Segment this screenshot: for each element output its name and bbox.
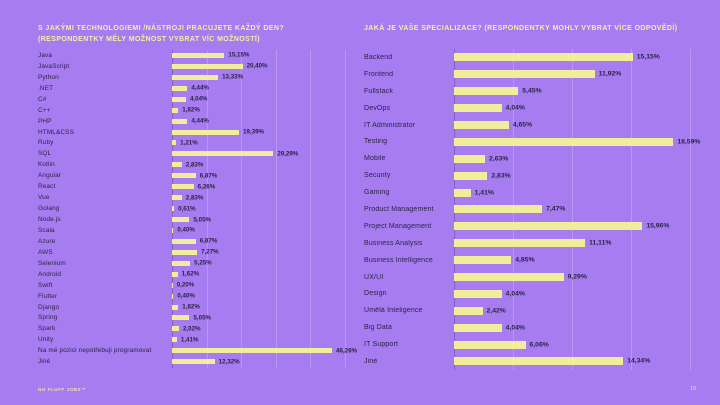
bar-value-label: 2,83% xyxy=(491,172,511,180)
bar-zone xyxy=(172,280,345,291)
bar xyxy=(172,250,197,255)
bar-zone xyxy=(172,291,345,302)
bar-zone xyxy=(454,167,690,184)
category-label: Golang xyxy=(38,205,60,213)
bar xyxy=(454,104,502,112)
bar-value-label: 14,34% xyxy=(627,357,651,365)
bar-zone xyxy=(172,138,345,149)
bar-row xyxy=(364,167,694,184)
bar-zone xyxy=(172,94,345,105)
bar-value-label: 0,61% xyxy=(178,205,196,213)
category-label: Ruby xyxy=(38,139,54,147)
bar-zone xyxy=(454,83,690,100)
bar-zone xyxy=(454,252,690,269)
bar-value-label: 5,25% xyxy=(194,259,212,267)
bar xyxy=(172,184,194,189)
bar-zone xyxy=(172,116,345,127)
bar-value-label: 2,42% xyxy=(486,307,506,315)
bar-zone xyxy=(454,49,690,66)
category-label: IT Administrator xyxy=(364,121,416,129)
bar-value-label: 5,05% xyxy=(193,314,212,322)
category-label: Business Intelligence xyxy=(364,256,433,264)
bar-value-label: 11,92% xyxy=(598,70,622,78)
bar-row xyxy=(38,291,350,302)
bar-row xyxy=(364,319,694,336)
bar-value-label: 4,04% xyxy=(505,104,525,112)
bar-value-label: 1,41% xyxy=(474,189,494,197)
bar-zone xyxy=(172,127,345,138)
category-label: Na mé pozici nepotřebuji programovat xyxy=(38,347,152,355)
bar xyxy=(172,206,174,211)
bar-value-label: 1,21% xyxy=(180,139,198,147)
bar xyxy=(172,272,178,277)
bar-zone xyxy=(172,203,345,214)
specialization-chart xyxy=(364,24,701,365)
bar-value-label: 2,83% xyxy=(185,194,204,202)
bar-row xyxy=(38,138,350,149)
bar-zone xyxy=(454,150,690,167)
category-label: Android xyxy=(38,270,62,278)
bar-row xyxy=(38,269,350,280)
bar xyxy=(172,359,215,364)
bar-zone xyxy=(172,269,345,280)
bar xyxy=(172,108,178,113)
category-label: HTML&CSS xyxy=(38,128,74,136)
bar-row xyxy=(38,258,350,269)
bar xyxy=(172,217,189,222)
bar xyxy=(172,294,173,299)
bar-zone xyxy=(454,353,690,370)
bar xyxy=(172,195,182,200)
bar xyxy=(454,357,623,365)
chart-rows xyxy=(38,50,358,367)
category-label: Django xyxy=(38,303,60,311)
category-label: Spark xyxy=(38,325,56,333)
bar-zone xyxy=(172,192,345,203)
bar xyxy=(454,307,483,315)
bar-row xyxy=(364,66,694,83)
bar-value-label: 0,40% xyxy=(177,226,195,234)
bar xyxy=(454,138,673,146)
bar-row xyxy=(38,116,350,127)
bar-zone xyxy=(172,236,345,247)
category-label: Kotlin xyxy=(38,161,55,169)
category-label: JavaScript xyxy=(38,62,70,70)
bar-row xyxy=(364,353,694,370)
bar xyxy=(454,155,485,163)
bar-zone xyxy=(172,247,345,258)
bar xyxy=(172,228,173,233)
chart-subtitle: (RESPONDENTKY MĚLY MOŽNOST VYBRAT VÍC MOŽNOSTÍ) xyxy=(38,35,260,43)
page-number: 19 xyxy=(690,386,696,392)
category-label: Angular xyxy=(38,172,62,180)
bar-value-label: 4,44% xyxy=(191,84,209,92)
bar xyxy=(172,305,178,310)
bar-value-label: 4,85% xyxy=(515,256,535,264)
category-label: Flutter xyxy=(38,292,58,300)
bar xyxy=(172,348,332,353)
category-label: Gaming xyxy=(364,189,390,197)
bar-value-label: 4,65% xyxy=(512,121,533,129)
bar-zone xyxy=(454,117,690,134)
bar-row xyxy=(364,49,694,66)
bar-zone xyxy=(454,336,690,353)
bar-row xyxy=(38,127,350,138)
category-label: Jiné xyxy=(38,358,51,366)
chart-title xyxy=(38,24,350,45)
bar-row xyxy=(364,201,694,218)
bar-value-label: 5,45% xyxy=(522,87,542,95)
bar xyxy=(454,53,633,61)
bar-zone xyxy=(172,323,345,334)
bar-value-label: 1,82% xyxy=(182,303,200,311)
bar xyxy=(172,151,273,156)
technologies-chart xyxy=(38,24,358,366)
bar-row xyxy=(38,323,350,334)
bar-value-label: 12,32% xyxy=(218,358,240,366)
category-label: SQL xyxy=(38,150,52,158)
bar xyxy=(454,290,502,298)
chart-title-line: JAKÁ JE VAŠE SPECIALIZACE? (RESPONDENTKY MOHLY VYBRAT VÍCE ODPOVĚDÍ) xyxy=(364,25,678,32)
bar-zone xyxy=(172,302,345,313)
bar xyxy=(454,189,471,197)
bar-row xyxy=(38,302,350,313)
bar-zone xyxy=(454,66,690,83)
bar xyxy=(454,341,526,349)
bar xyxy=(172,53,224,58)
bar-value-label: 15,96% xyxy=(646,222,670,230)
bar-row xyxy=(364,218,694,235)
bar-row xyxy=(364,100,694,117)
bar xyxy=(454,172,487,180)
bar-zone xyxy=(172,159,345,170)
bar-value-label: 13,33% xyxy=(222,73,244,81)
bar-row xyxy=(364,184,694,201)
bar xyxy=(454,273,564,281)
bar-value-label: 4,04% xyxy=(189,95,208,103)
bar-row xyxy=(38,72,350,83)
bar xyxy=(454,239,585,247)
bar-zone xyxy=(172,334,345,345)
bar-value-label: 7,47% xyxy=(546,205,566,213)
category-label: Design xyxy=(364,290,387,298)
bar-zone xyxy=(172,50,345,61)
bar-value-label: 6,26% xyxy=(197,183,216,191)
category-label: Mobile xyxy=(364,155,386,163)
bar-row xyxy=(38,247,350,258)
bar xyxy=(172,326,179,331)
bar-value-label: 15,15% xyxy=(636,53,660,61)
chart-title xyxy=(364,24,694,35)
bar-zone xyxy=(454,319,690,336)
bar-row xyxy=(364,133,701,150)
bar-zone xyxy=(172,181,345,192)
category-label: Project Management xyxy=(364,222,432,230)
bar-zone xyxy=(454,302,690,319)
bar-value-label: 1,82% xyxy=(182,106,200,114)
bar-row xyxy=(38,148,350,159)
bar-row xyxy=(38,345,358,356)
bar-row xyxy=(364,83,694,100)
bar-row xyxy=(38,334,350,345)
category-label: Frontend xyxy=(364,70,394,78)
bar-value-label: 18,59% xyxy=(677,138,701,146)
bar xyxy=(454,70,595,78)
bar-zone xyxy=(454,269,690,286)
bar-value-label: 6,06% xyxy=(529,341,549,349)
bar-row xyxy=(364,150,694,167)
bar-value-label: 2,83% xyxy=(185,161,204,169)
bar-row xyxy=(38,105,350,116)
bar xyxy=(172,119,187,124)
bar-row xyxy=(38,280,350,291)
bar-row xyxy=(364,336,694,353)
bar-zone xyxy=(172,170,345,181)
bar-value-label: 15,15% xyxy=(228,51,250,59)
bar-zone xyxy=(172,72,345,83)
category-label: Umělá Inteligence xyxy=(364,307,423,315)
bar-row xyxy=(38,159,350,170)
bar-row xyxy=(38,170,350,181)
bar xyxy=(454,121,509,129)
category-label: Business Analysis xyxy=(364,239,423,247)
bar-row xyxy=(38,83,350,94)
bar xyxy=(172,162,182,167)
bar xyxy=(454,222,642,230)
category-label: AWS xyxy=(38,248,53,256)
bar-zone xyxy=(172,313,345,324)
chart-rows xyxy=(364,49,701,370)
bar-zone xyxy=(454,218,690,235)
bar-row xyxy=(38,313,350,324)
category-label: Unity xyxy=(38,336,54,344)
bar xyxy=(454,205,542,213)
category-label: Swift xyxy=(38,281,53,289)
bar-row xyxy=(364,117,694,134)
bar-row xyxy=(38,225,350,236)
bar-zone xyxy=(172,214,345,225)
category-label: C++ xyxy=(38,106,51,114)
bar-zone xyxy=(172,356,345,367)
bar-zone xyxy=(172,148,345,159)
category-label: DevOps xyxy=(364,104,391,112)
bar-value-label: 4,04% xyxy=(505,324,525,332)
bar xyxy=(172,337,177,342)
bar-value-label: 1,41% xyxy=(180,336,199,344)
category-label: Jiné xyxy=(364,357,378,365)
category-label: Product Management xyxy=(364,205,434,213)
category-label: React xyxy=(38,183,56,191)
bar-row xyxy=(38,94,350,105)
bar-value-label: 7,27% xyxy=(201,248,219,256)
bar-row xyxy=(38,50,350,61)
bar-row xyxy=(364,269,694,286)
category-label: UX/UI xyxy=(364,273,384,281)
bar-value-label: 19,39% xyxy=(243,128,265,136)
category-label: Python xyxy=(38,73,59,81)
bar-zone xyxy=(454,235,690,252)
bar-row xyxy=(38,181,350,192)
bar-row xyxy=(38,192,350,203)
bar xyxy=(454,324,502,332)
category-label: Vue xyxy=(38,194,50,202)
category-label: Security xyxy=(364,172,391,180)
category-label: Fullstack xyxy=(364,87,393,95)
bar-zone xyxy=(454,184,690,201)
category-label: Scala xyxy=(38,226,55,234)
bar-value-label: 29,29% xyxy=(277,150,299,158)
bar xyxy=(172,239,196,244)
bar-value-label: 46,26% xyxy=(336,347,358,355)
bar-row xyxy=(38,61,350,72)
bar xyxy=(172,130,239,135)
category-label: PHP xyxy=(38,117,52,125)
bar-value-label: 4,04% xyxy=(505,290,525,298)
category-label: Testing xyxy=(364,138,388,146)
category-label: .NET xyxy=(38,84,54,92)
category-label: Java xyxy=(38,51,53,59)
bar-row xyxy=(38,356,350,367)
bar-row xyxy=(364,285,694,302)
bar-row xyxy=(364,235,694,252)
bar xyxy=(172,283,173,288)
bar-row xyxy=(38,203,350,214)
bar xyxy=(172,75,218,80)
category-label: Selenium xyxy=(38,259,66,267)
bar xyxy=(454,256,511,264)
category-label: Big Data xyxy=(364,324,393,332)
bar-value-label: 2,02% xyxy=(182,325,201,333)
bar-zone xyxy=(454,201,690,218)
brand-footer: NO FLUFF JOBS™ xyxy=(38,387,87,392)
bar xyxy=(172,97,186,102)
category-label: Backend xyxy=(364,53,393,61)
bar-zone xyxy=(172,61,345,72)
bar-value-label: 1,62% xyxy=(181,270,200,278)
bar xyxy=(454,87,518,95)
category-label: IT Support xyxy=(364,341,399,349)
bar-value-label: 0,40% xyxy=(177,292,195,300)
bar-row xyxy=(364,252,694,269)
bar-row xyxy=(364,302,694,319)
category-label: Node.js xyxy=(38,216,61,224)
bar xyxy=(172,64,243,69)
bar xyxy=(172,173,196,178)
category-label: Azure xyxy=(38,237,56,245)
bar-value-label: 6,87% xyxy=(199,172,218,180)
bar-value-label: 6,87% xyxy=(199,237,218,245)
bar-zone xyxy=(172,225,345,236)
bar-value-label: 2,63% xyxy=(489,155,509,163)
bar-value-label: 9,29% xyxy=(567,273,587,281)
bar-value-label: 4,44% xyxy=(191,117,209,125)
bar-row xyxy=(38,214,350,225)
bar-zone xyxy=(454,285,690,302)
bar-value-label: 20,40% xyxy=(246,62,268,70)
bar-value-label: 0,20% xyxy=(176,281,195,289)
category-label: C# xyxy=(38,95,47,103)
bar-value-label: 5,05% xyxy=(193,216,212,224)
bar-zone xyxy=(172,345,358,356)
bar xyxy=(172,86,187,91)
bar xyxy=(172,140,176,145)
bar-zone xyxy=(454,133,701,150)
category-label: Spring xyxy=(38,314,58,322)
bar xyxy=(172,261,190,266)
bar-value-label: 11,11% xyxy=(589,239,612,247)
bar-zone xyxy=(172,105,345,116)
chart-title-line: S JAKÝMI TECHNOLOGIEMI /NÁSTROJI PRACUJETE KAŽDÝ DEN? xyxy=(38,25,284,32)
bar xyxy=(172,315,189,320)
bar-zone xyxy=(172,83,345,94)
bar-zone xyxy=(172,258,345,269)
bar-row xyxy=(38,236,350,247)
bar-zone xyxy=(454,100,690,117)
